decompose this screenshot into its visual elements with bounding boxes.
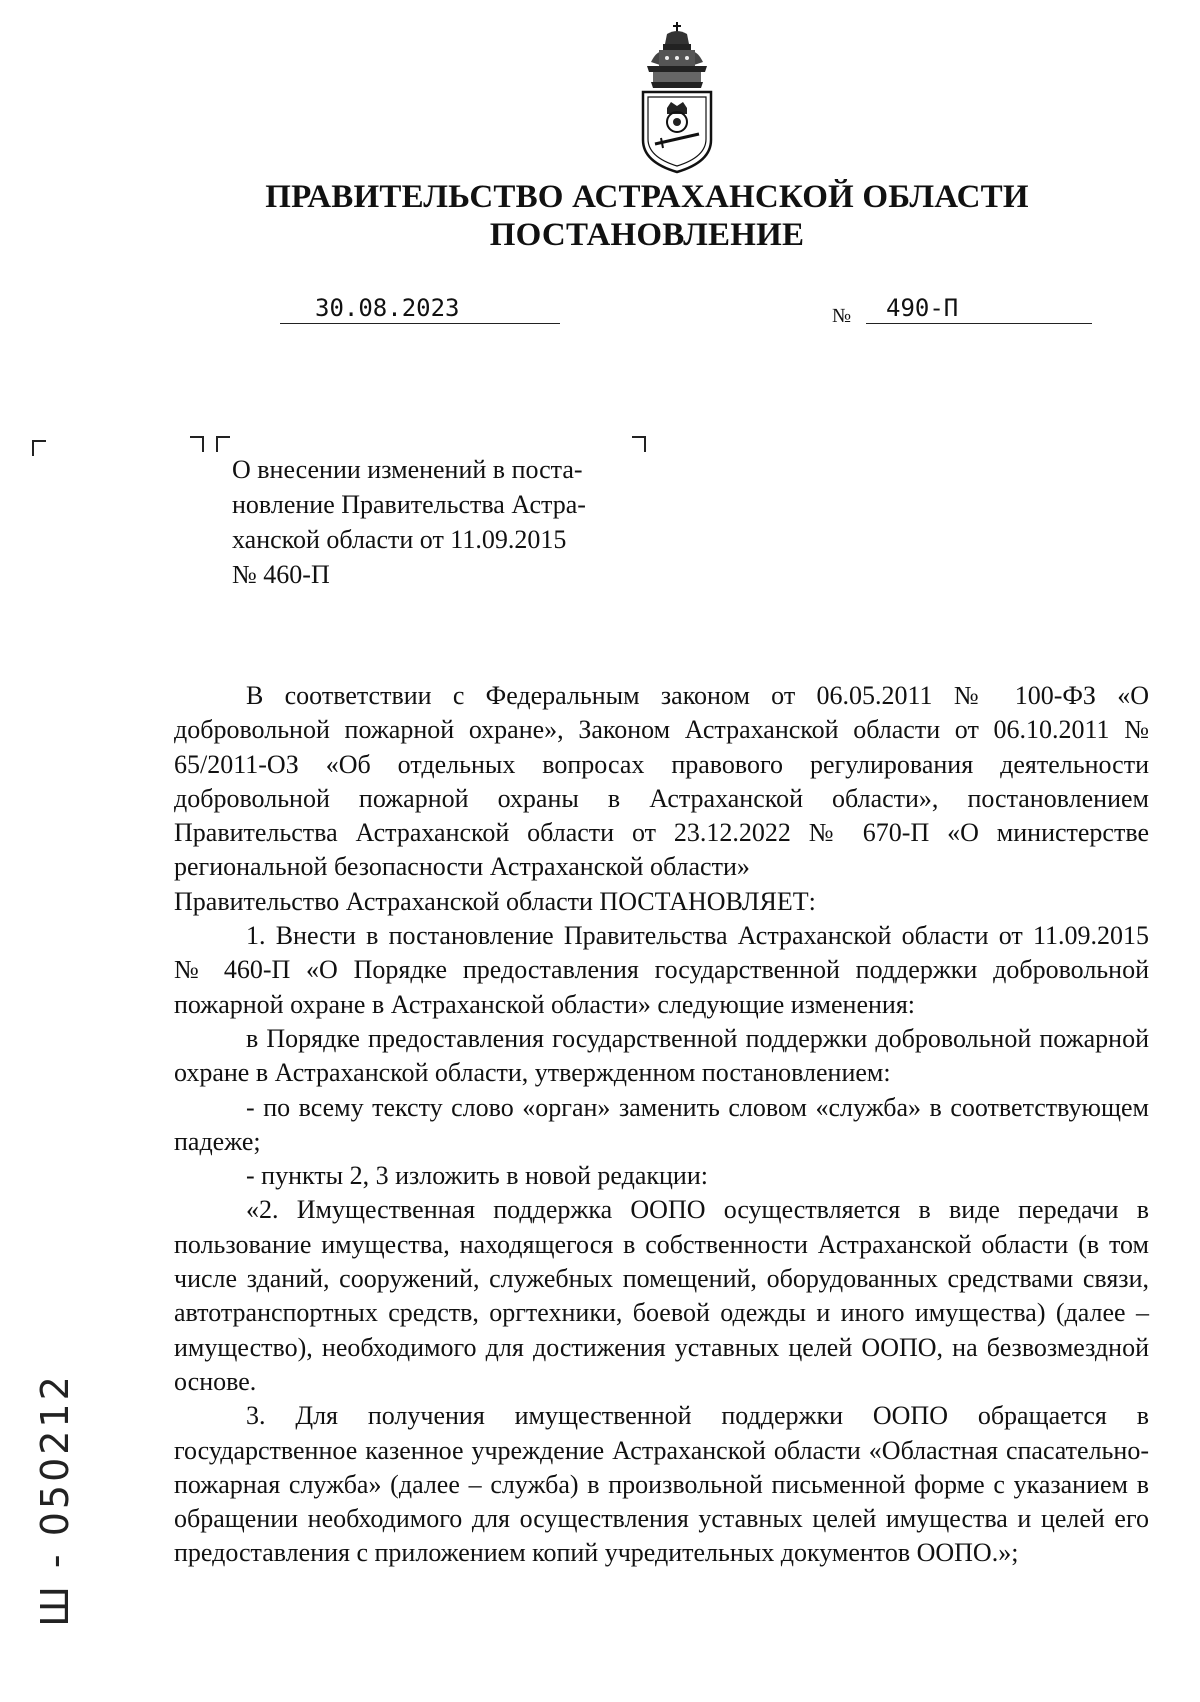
body-paragraph: В соответствии с Федеральным законом от 06.05.2011 № 100-ФЗ «О добровольной пожарной охране», Законом Астраханской области от 06.10.2011 № 65/2011-ОЗ «Об отдельных вопросах правового регулирования деятельности добровольной пожарной охраны в Астраханской области», постановлением Правительства Астраханской области от 23.12.2022 № 670-П «О министерстве региональной безопасности Астраханской области» (174, 681, 1149, 882)
body-paragraph: «2. Имущественная поддержка ООПО осуществляется в виде передачи в пользование имущества, находящегося в собственности Астраханской области (в том числе зданий, сооружений, служебных помещений, оборудованных средствами связи, автотранспортных средств, оргтехники, боевой одежды и иного имущества) (далее – имущество), необходимого для достижения уставных целей ООПО, на безвозмездной основе. (174, 1195, 1149, 1396)
corner-mark-subject-end (632, 436, 646, 452)
corner-mark-subject-start-b (216, 436, 230, 452)
subject-line: О внесении изменений в поста- (232, 455, 583, 484)
document-type-title: ПОСТАНОВЛЕНИЕ (489, 217, 805, 253)
government-title: ПРАВИТЕЛЬСТВО АСТРАХАНСКОЙ ОБЛАСТИ (265, 179, 1029, 215)
document-number: 490-П (866, 293, 1092, 324)
document-body (174, 679, 1149, 1571)
side-serial-code-text: Ш - 050212 (33, 1373, 77, 1627)
body-paragraph-decree: Правительство Астраханской области ПОСТАНОВЛЯЕТ: (174, 886, 816, 916)
subject-line: № 460-П (232, 560, 330, 589)
document-date: 30.08.2023 (280, 293, 560, 324)
subject-line: ханской области от 11.09.2015 (232, 525, 567, 554)
body-paragraph: 1. Внести в постановление Правительства Астраханской области от 11.09.2015 № 460-П «О Порядке предоставления государственной поддержки добровольной пожарной охране в Астраханской области» следующие изменения: (174, 921, 1149, 1019)
subject-line: новление Правительства Астра- (232, 490, 586, 519)
corner-mark-left (32, 440, 46, 456)
number-sign: № (832, 305, 852, 327)
side-serial-code (25, 1375, 85, 1625)
coat-of-arms-emblem (637, 22, 717, 174)
body-paragraph: - пункты 2, 3 изложить в новой редакции: (246, 1161, 708, 1191)
document-subject (232, 452, 652, 592)
body-paragraph: - по всему тексту слово «орган» заменить словом «служба» в соответствующем падеже; (174, 1092, 1149, 1156)
body-paragraph: 3. Для получения имущественной поддержки ООПО обращается в государственное казенное учреждение Астраханской области «Областная спасательно-пожарная служба» (далее – служба) в произвольной письменной форме с указанием в обращении необходимого для осуществления уставных целей имущества и целей его предоставления с приложением копий учредительных документов ООПО.»; (174, 1401, 1149, 1568)
corner-mark-subject-start-a (190, 436, 204, 452)
body-paragraph: в Порядке предоставления государственной поддержки добровольной пожарной охране в Астраханской области, утвержденном постановлением: (174, 1023, 1149, 1088)
